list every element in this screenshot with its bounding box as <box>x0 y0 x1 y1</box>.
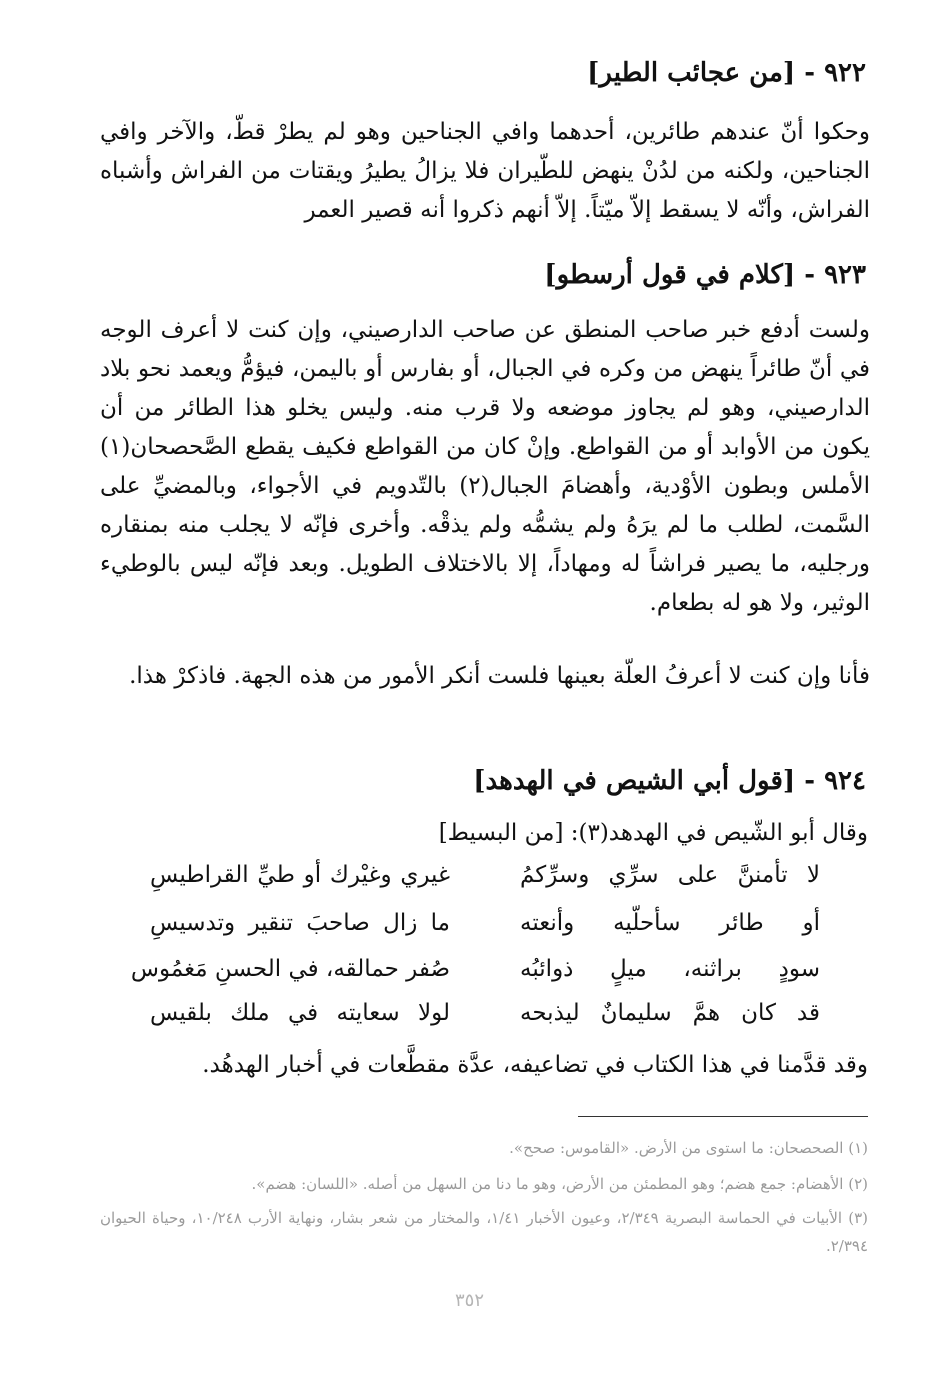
paragraph-922: وحكوا أنّ عندهم طائرين، أحدهما وافي الجناحين وهو لم يطرْ قطّ، والآخر وافي الجناحين، ولكنه من لدُنْ ينهض للطّيران فلا يزالُ يطيرُ ويقتات من الفراش وأشباه الفراش، وأنّه لا يسقط إلاّ ميّتاً. إلاّ أنهم ذكروا أنه قصير العمر <box>100 119 870 223</box>
page-number: ٣٥٢ <box>455 1290 485 1311</box>
poem-verse <box>150 910 820 950</box>
verse-first-hemistich: سودٍ براثنه، ميلٍ ذوائبُه <box>520 956 820 982</box>
section-heading-924: ٩٢٤ - [قول أبي الشيص في الهدهد] <box>473 766 866 796</box>
verse-first-hemistich: أو طائر سأحلّيه وأنعته <box>520 910 820 936</box>
poem-verse <box>130 956 820 996</box>
footnote-separator <box>578 1116 868 1117</box>
verse-second-hemistich: لولا سعايته في ملك بلقيس <box>150 1000 450 1026</box>
poem-verse <box>150 1000 820 1040</box>
footnote-3: (٣) الأبيات في الحماسة البصرية ٢/٣٤٩، وعيون الأخبار ١/٤١، والمختار من شعر بشار، ونهاية الأرب ١٠/٢٤٨، وحياة الحيوان ٢/٣٩٤. <box>100 1209 868 1255</box>
paragraph-923-1: ولست أدفع خبر صاحب المنطق عن صاحب الدارصيني، وإن كنت لا أعرف الوجه في أنّ طائراً ينهض من وكره في الجبال، أو بفارس أو باليمن، فيؤمُّ ويعمد نحو بلاد الدارصيني، وهو لم يجاوز موضعه ولا قرب منه. وليس يخلو هذا الطائر من أن يكون من الأوابد أو من القواطع. وإنْ كان من القواطع فكيف يقطع الصَّحصحان(١) الأملس وبطون الأوْدية، وأهضامَ الجبال(٢) بالتّدويم في الأجواء، وبالمضيِّ على السَّمت، لطلب ما لم يرَهُ ولم يشمُّه ولم يذقْه. وأخرى فإنّه لا يجلب منه بمنقاره ورجليه، ما يصير فراشاً له ومهاداً، إلا بالاختلاف الطويل. وبعد فإنّه ليس بالوطيء الوثير، ولا هو له بطعام. <box>100 317 870 616</box>
section-heading-922: ٩٢٢ - [من عجائب الطير] <box>587 58 866 88</box>
closing-sentence: وقد قدَّمنا في هذا الكتاب في تضاعيفه، عدَّة مقطَّعات في أخبار الهدهُد. <box>202 1052 868 1078</box>
verse-first-hemistich: قد كان همَّ سليمانٌ ليذبحه <box>520 1000 820 1026</box>
verse-second-hemistich: غيري وغيْرك أو طيِّ القراطيسِ <box>150 862 450 888</box>
footnote-2: (٢) الأهضام: جمع هضم؛ وهو المطمئن من الأرض، وهو ما دنا من السهل من أصله. «اللسان: هضم». <box>251 1175 868 1193</box>
section-heading-923: ٩٢٣ - [كلام في قول أرسطو] <box>544 260 866 290</box>
verse-second-hemistich: ما زال صاحبَ تنقير وتدسيسِ <box>150 910 450 936</box>
verse-first-hemistich: لا تأمننَّ على سرِّي وسرِّكمُ <box>520 862 820 888</box>
paragraph-923-2: فأنا وإن كنت لا أعرفُ العلّة بعينها فلست أنكر الأمور من هذه الجهة. فاذكرْ هذا. <box>129 663 870 689</box>
poem-verse <box>150 862 820 902</box>
poem-intro: وقال أبو الشّيص في الهدهد(٣): [من البسيط] <box>438 820 868 846</box>
verse-second-hemistich: صُفر حمالقه، في الحسنِ مَغمُوس <box>130 956 450 982</box>
footnote-1: (١) الصحصحان: ما استوى من الأرض. «القاموس: صحح». <box>509 1139 868 1157</box>
